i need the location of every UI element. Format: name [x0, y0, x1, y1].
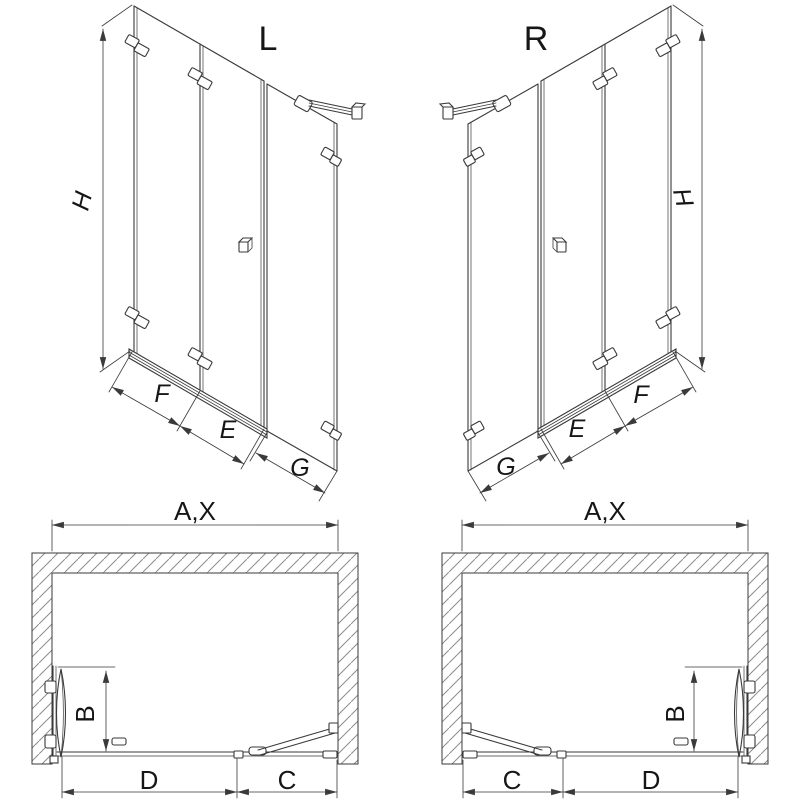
- bottom-dim-d-left: D: [139, 765, 159, 795]
- bottom-dim-c-right: C: [502, 765, 522, 795]
- depth-label-left: B: [70, 705, 100, 723]
- iso-view-right: [440, 5, 705, 501]
- bottom-dim-d-right: D: [641, 765, 661, 795]
- depth-label-right: B: [660, 705, 690, 723]
- variant-label-right: R: [523, 20, 549, 58]
- total-width-label-right: A,X: [584, 496, 626, 526]
- width-label-g-right: G: [496, 453, 516, 481]
- total-width-label-left: A,X: [174, 496, 216, 526]
- width-label-f-right: F: [633, 381, 649, 409]
- iso-view-left: [66, 5, 365, 501]
- height-label-right: H: [668, 185, 701, 211]
- width-label-e-right: E: [568, 415, 586, 443]
- variant-label-left: L: [258, 20, 278, 58]
- height-label-left: H: [66, 188, 99, 214]
- plan-view-left: [32, 496, 358, 798]
- plan-view-right: [442, 496, 768, 798]
- width-label-e-left: E: [219, 416, 237, 444]
- bottom-dim-c-left: C: [277, 765, 297, 795]
- width-label-f-left: F: [154, 380, 170, 408]
- width-label-g-left: G: [290, 454, 310, 482]
